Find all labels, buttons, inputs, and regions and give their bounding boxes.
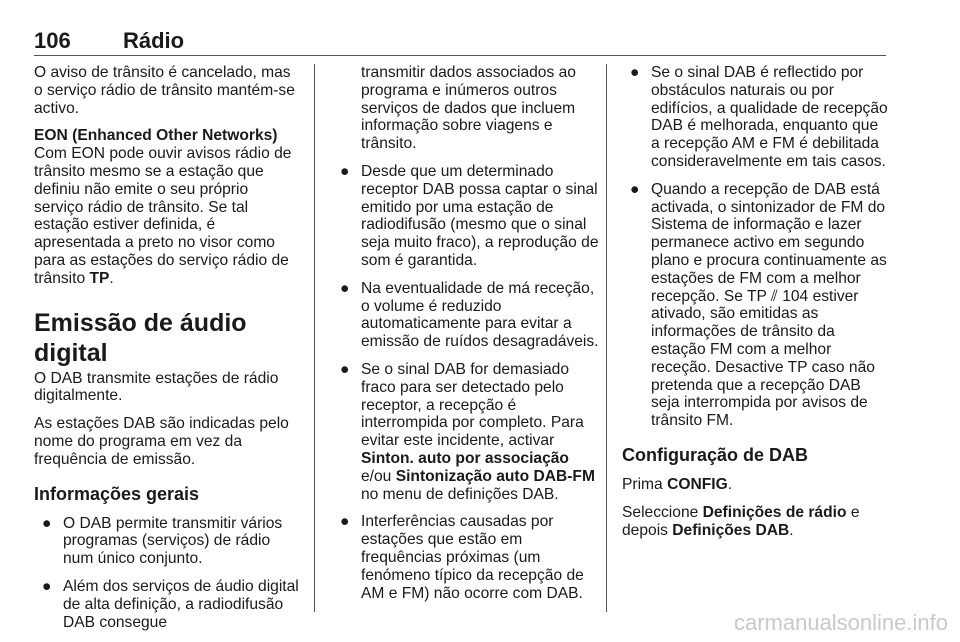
bullet-icon: ● [340, 279, 350, 297]
list-item-text: Se o sinal DAB é reflectido por obstáculos naturais ou por edifícios, a qualidade de recepção DAB é melhorada, enquanto que a recepção AM e FM é debilitada consideravelmente em tais casos. [651, 64, 888, 170]
column-3 [622, 64, 890, 549]
list-item [332, 280, 600, 351]
column-divider-2 [606, 64, 607, 612]
tp-label: TP [89, 269, 110, 287]
select-end: . [789, 521, 794, 539]
page-reference-link[interactable]: ⫽ 104 [770, 287, 809, 305]
bullet-icon: ● [42, 514, 52, 532]
intro-paragraph: O aviso de trânsito é cancelado, mas o serviço rádio de trânsito mantém-se activo. [34, 64, 295, 117]
menu-option-sintonizacao: Sintonização auto DAB-FM [395, 467, 595, 485]
select-paragraph [622, 504, 890, 540]
bullet-icon: ● [630, 64, 640, 81]
column-1 [34, 64, 300, 641]
continued-text: transmitir dados associados ao programa e inúmeros outros serviços de dados que incluem informação sobre viagens e trânsito. [361, 64, 576, 153]
page-header [34, 28, 886, 52]
list-item-text: Se o sinal DAB for demasiado fraco para ser detectado pelo receptor, a recepção é interrompida por completo. Para evitar este incidente, activar [361, 360, 584, 450]
section-title: Emissão de áudio digital [34, 308, 247, 367]
prima-paragraph [622, 476, 890, 494]
eon-heading: EON (Enhanced Other Networks) [34, 127, 278, 145]
list-item [332, 361, 600, 503]
bullet-icon: ● [630, 180, 640, 198]
watermark: carmanualsonline.info [733, 610, 948, 635]
dab-paragraph-1: O DAB transmite estações de rádio digitalmente. [34, 369, 279, 405]
select-text: e depois [622, 503, 860, 539]
list-item-text: no menu de definições DAB. [361, 485, 559, 503]
select-text: Seleccione [622, 503, 703, 521]
bullet-icon: ● [340, 162, 350, 180]
menu-option-sinton: Sinton. auto por associação [361, 449, 569, 467]
dab-list [332, 163, 600, 602]
header-rule [34, 55, 886, 56]
info-list [34, 515, 300, 632]
config-button-label: CONFIG [667, 475, 728, 493]
list-item-text: e/ou [361, 467, 396, 485]
dab-paragraph-2: As estações DAB são indicadas pelo nome do programa em vez da frequência de emissão. [34, 415, 289, 468]
menu-option-radio-settings: Definições de rádio [702, 503, 847, 521]
bullet-icon: ● [42, 577, 52, 595]
list-item [332, 513, 600, 602]
list-item [34, 515, 300, 568]
list-item-text: Além dos serviços de áudio digital de alta definição, a radiodifusão DAB consegue [63, 577, 299, 631]
list-item-text: Quando a recepção de DAB está activada, o sintonizador de FM do Sistema de informação e lazer permanece activo em segundo plano e procura continuamente as estações de FM com a melhor recepção. Se TP [651, 180, 887, 305]
eon-text: Com EON pode ouvir avisos rádio de trânsito mesmo se a estação que definiu não emite o seu próprio serviço rádio de trânsito. Se tal estação estiver definida, é apresentada a preto no visor como para as estações do serviço rádio de trânsito [34, 145, 292, 287]
list-item [332, 163, 600, 270]
config-heading: Configuração de DAB [622, 444, 809, 465]
list-item [622, 64, 890, 171]
page-number: 106 [34, 28, 71, 53]
bullet-icon: ● [340, 360, 350, 378]
list-item-text: O DAB permite transmitir vários programas (serviços) de rádio num único conjunto. [63, 514, 283, 568]
list-item-text: Na eventualidade de má receção, o volume é reduzido automaticamente para evitar a emissão de ruídos desagradáveis. [361, 279, 599, 351]
eon-end: . [109, 269, 114, 287]
bullet-icon: ● [340, 513, 350, 531]
list-item-text: estiver ativado, são emitidas as informações de trânsito da estação FM com a melhor receção. Desactive TP caso não pretenda que a recepção DAB seja interrompida por avisos de trânsito FM. [651, 287, 875, 430]
list-item [622, 181, 890, 430]
info-heading: Informações gerais [34, 483, 200, 504]
menu-option-dab-settings: Definições DAB [672, 521, 790, 539]
list-item [34, 578, 300, 631]
prima-end: . [727, 475, 733, 493]
list-item-text: Desde que um determinado receptor DAB possa captar o sinal emitido por uma estação de radiodifusão (mesmo que o sinal seja muito fraco), a reprodução de som é garantida. [361, 162, 599, 269]
column-divider-1 [314, 64, 315, 612]
dab-list-continued [622, 64, 890, 430]
prima-text: Prima [622, 475, 668, 493]
column-2 [332, 64, 600, 612]
list-item-text: Interferências causadas por estações que estão em frequências próximas (um fenómeno típico da recepção de AM e FM) não ocorre com DAB. [361, 513, 584, 602]
eon-paragraph [34, 145, 300, 287]
page-title: Rádio [123, 28, 185, 53]
